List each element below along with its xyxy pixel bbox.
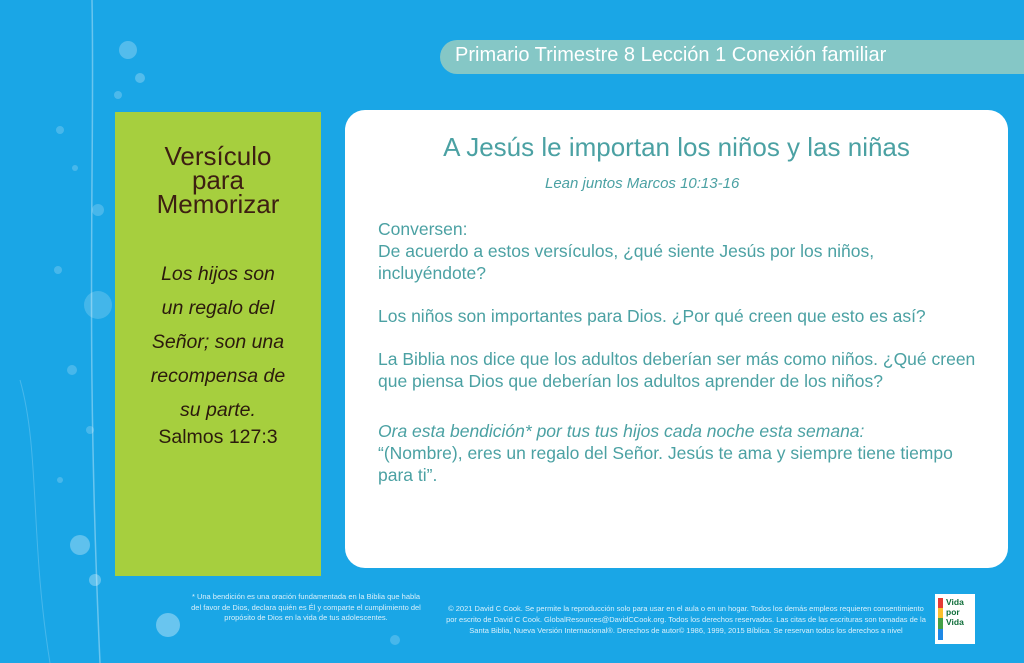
memory-verse-heading-line: Versículo bbox=[164, 141, 272, 171]
card-body bbox=[378, 218, 978, 486]
card-subtitle: Lean juntos Marcos 10:13-16 bbox=[545, 175, 740, 192]
memory-verse-line: su parte. bbox=[180, 399, 256, 421]
discussion-card bbox=[345, 110, 1008, 568]
logo-text bbox=[946, 597, 964, 627]
card-title: A Jesús le importan los niños y las niñas bbox=[443, 132, 910, 162]
lesson-title: Primario Trimestre 8 Lección 1 Conexión familiar bbox=[455, 44, 887, 66]
question-3: La Biblia nos dice que los adultos deberían ser más como niños. ¿Qué creen que piensa Dios que deberían los adultos aprender de los niños? bbox=[378, 349, 976, 391]
logo-line: por bbox=[946, 607, 960, 617]
memory-verse-line: Los hijos son bbox=[161, 263, 275, 285]
prayer-text: “(Nombre), eres un regalo del Señor. Jesús te ama y siempre tiene tiempo para ti”. bbox=[378, 443, 953, 485]
logo-stripe-icon bbox=[938, 598, 943, 640]
memory-verse-line: un regalo del bbox=[161, 297, 275, 319]
question-1: De acuerdo a estos versículos, ¿qué siente Jesús por los niños, incluyéndote? bbox=[378, 241, 875, 283]
memory-verse-line: Señor; son una bbox=[151, 331, 285, 353]
prayer-block bbox=[378, 420, 978, 486]
converse-label: Conversen: bbox=[378, 219, 468, 239]
memory-verse-heading-line: Memorizar bbox=[156, 189, 280, 219]
vida-por-vida-logo bbox=[935, 594, 975, 644]
memory-verse-heading bbox=[115, 141, 321, 219]
memory-verse-heading-line: para bbox=[191, 165, 245, 195]
copyright-notice: © 2021 David C Cook. Se permite la reproducción solo para usar en el aula o en un hogar. Todos los demás empleos requieren consentimiento por escrito de David C Cook. GlobalResources@DavidCCook.org. Todos los derechos reservados. Las citas de las escrituras son tomadas de la Santa Biblia, Nueva Versión Internacional®. Derechos de autor© 1986, 1999, 2015 Bíblica. Se reservan todos los derechos a nivel bbox=[446, 604, 926, 635]
question-2: Los niños son importantes para Dios. ¿Por qué creen que esto es así? bbox=[378, 306, 926, 326]
memory-verse-text bbox=[121, 257, 315, 427]
footnote: * Una bendición es una oración fundamentada en la Biblia que habla del favor de Dios, declara quién es Él y comparte el cumplimiento del propósito de Dios en la vida de tus adolescentes. bbox=[191, 592, 421, 622]
memory-verse-line: recompensa de bbox=[150, 365, 286, 387]
memory-verse-reference: Salmos 127:3 bbox=[158, 426, 278, 448]
memory-verse-panel bbox=[115, 112, 321, 576]
logo-line: Vida bbox=[946, 597, 964, 607]
logo-line: Vida bbox=[946, 617, 964, 627]
prayer-intro: Ora esta bendición* por tus tus hijos cada noche esta semana: bbox=[378, 421, 865, 441]
